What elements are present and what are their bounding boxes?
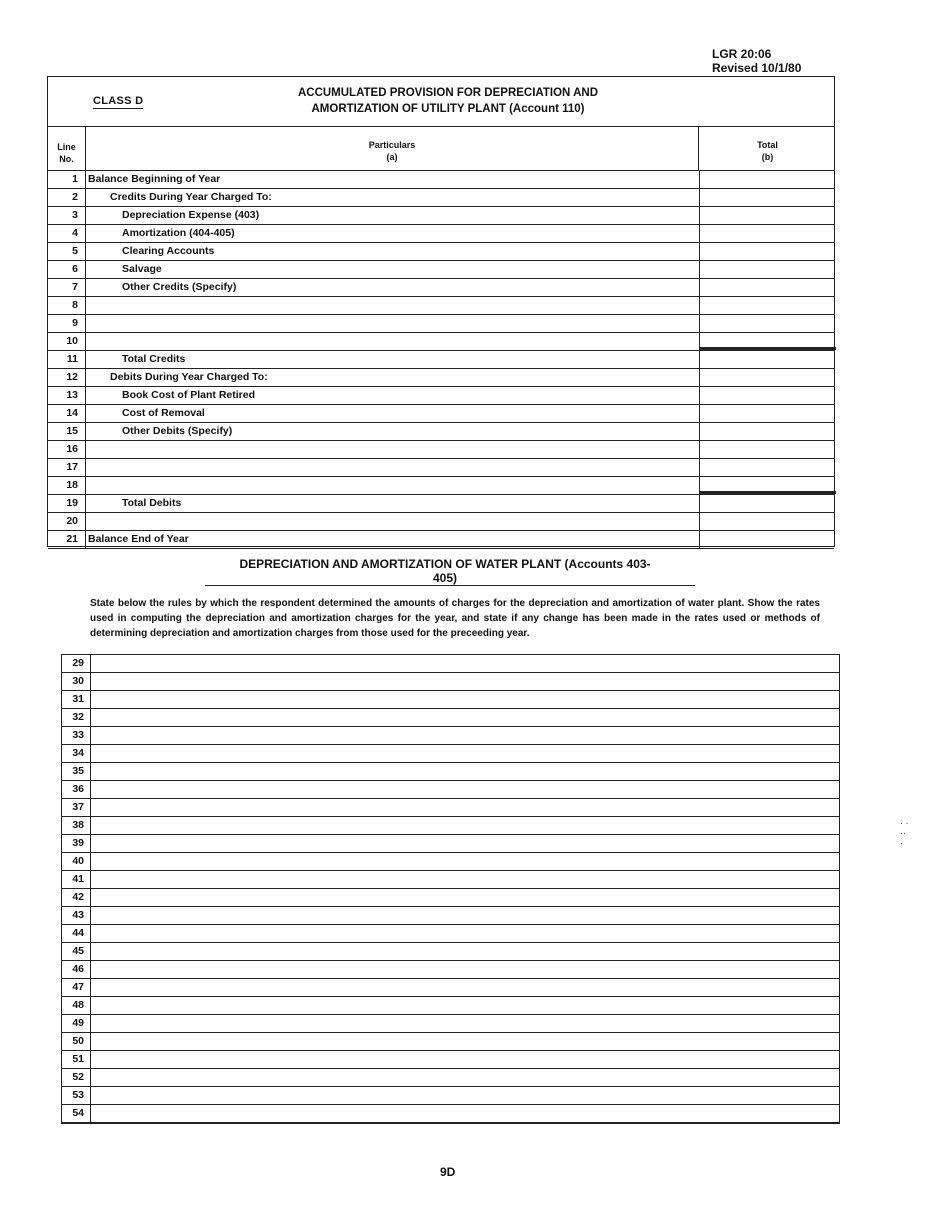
row-total-field[interactable] xyxy=(699,225,836,242)
section2-line[interactable] xyxy=(62,1105,839,1123)
line-number: 5 xyxy=(48,243,86,260)
row-particulars: Amortization (404-405) xyxy=(122,227,235,239)
column-header-line-no-bottom: No. xyxy=(59,154,74,164)
line-number: 14 xyxy=(48,405,86,422)
line-number: 38 xyxy=(62,817,91,834)
line-number: 41 xyxy=(62,871,91,888)
schedule-row xyxy=(48,387,834,405)
page-number: 9D xyxy=(440,1165,456,1179)
schedule-title-line2: AMORTIZATION OF UTILITY PLANT (Account 110) xyxy=(311,103,585,115)
column-header-particulars-top: Particulars xyxy=(368,140,416,150)
row-total-field[interactable] xyxy=(699,207,836,224)
schedule-title xyxy=(278,85,618,117)
schedule-row xyxy=(48,315,834,333)
line-number: 11 xyxy=(48,351,86,368)
row-particulars: Credits During Year Charged To: xyxy=(110,191,272,203)
row-particulars: Debits During Year Charged To: xyxy=(110,371,268,383)
schedule-row xyxy=(48,423,834,441)
column-header-line-no-top: Line xyxy=(57,142,76,152)
line-number: 37 xyxy=(62,799,91,816)
schedule-row xyxy=(48,513,834,531)
line-number: 43 xyxy=(62,907,91,924)
section2-line[interactable] xyxy=(62,871,839,889)
line-number: 1 xyxy=(48,171,86,188)
section2-line[interactable] xyxy=(62,925,839,943)
row-total-field[interactable] xyxy=(699,441,836,458)
row-particulars: Depreciation Expense (403) xyxy=(122,209,260,221)
line-number: 2 xyxy=(48,189,86,206)
row-total-field[interactable] xyxy=(699,513,836,530)
row-particulars: Other Debits (Specify) xyxy=(122,425,233,437)
form-code-line2: Revised 10/1/80 xyxy=(712,61,802,75)
line-number: 49 xyxy=(62,1015,91,1032)
schedule-row xyxy=(48,441,834,459)
schedule-row xyxy=(48,261,834,279)
section2-line[interactable] xyxy=(62,889,839,907)
schedule-row xyxy=(48,369,834,387)
line-number: 7 xyxy=(48,279,86,296)
line-number: 39 xyxy=(62,835,91,852)
schedule-row xyxy=(48,279,834,297)
section2-line[interactable] xyxy=(62,1033,839,1051)
row-total-field[interactable] xyxy=(699,243,836,260)
section2-line[interactable] xyxy=(62,979,839,997)
line-number: 19 xyxy=(48,495,86,512)
line-number: 3 xyxy=(48,207,86,224)
schedule-row xyxy=(48,207,834,225)
section2-line[interactable] xyxy=(62,943,839,961)
row-particulars: Total Credits xyxy=(122,353,186,365)
row-particulars xyxy=(88,513,693,530)
row-total-field[interactable] xyxy=(699,459,836,476)
section2-title: DEPRECIATION AND AMORTIZATION OF WATER PLANT (Accounts 403-405) xyxy=(239,557,651,585)
line-number: 12 xyxy=(48,369,86,386)
column-header-particulars xyxy=(86,126,699,170)
row-total-field[interactable] xyxy=(699,297,836,314)
section2-line[interactable] xyxy=(62,727,839,745)
line-number: 31 xyxy=(62,691,91,708)
section2-line[interactable] xyxy=(62,763,839,781)
line-number: 6 xyxy=(48,261,86,278)
row-particulars xyxy=(88,477,693,494)
row-particulars: Cost of Removal xyxy=(122,407,205,419)
row-total-field[interactable] xyxy=(699,369,836,386)
section2-line[interactable] xyxy=(62,781,839,799)
line-number: 50 xyxy=(62,1033,91,1050)
schedule-row xyxy=(48,531,834,549)
column-header-total xyxy=(699,126,836,170)
section2-line[interactable] xyxy=(62,709,839,727)
section2-line[interactable] xyxy=(62,853,839,871)
row-particulars: Balance End of Year xyxy=(88,533,189,545)
column-header-total-bottom: (b) xyxy=(761,152,774,162)
row-total-field[interactable] xyxy=(699,315,836,332)
section2-line[interactable] xyxy=(62,1069,839,1087)
section2-line[interactable] xyxy=(62,799,839,817)
line-number: 20 xyxy=(48,513,86,530)
schedule-row xyxy=(48,495,834,513)
line-number: 53 xyxy=(62,1087,91,1104)
line-number: 29 xyxy=(62,655,91,672)
column-headers xyxy=(48,126,834,171)
schedule-row xyxy=(48,405,834,423)
section2-line[interactable] xyxy=(62,835,839,853)
line-number: 4 xyxy=(48,225,86,242)
row-particulars: Balance Beginning of Year xyxy=(88,173,221,185)
schedule-row xyxy=(48,333,834,351)
row-total-field[interactable] xyxy=(699,423,836,440)
row-total-field[interactable] xyxy=(699,387,836,404)
row-total-field[interactable] xyxy=(699,171,836,188)
section2-line[interactable] xyxy=(62,1051,839,1069)
section2-line[interactable] xyxy=(62,907,839,925)
line-number: 18 xyxy=(48,477,86,494)
row-total-field[interactable] xyxy=(699,279,836,296)
line-number: 47 xyxy=(62,979,91,996)
row-particulars xyxy=(88,315,693,332)
line-number: 33 xyxy=(62,727,91,744)
line-number: 46 xyxy=(62,961,91,978)
row-particulars: Salvage xyxy=(122,263,162,275)
row-total-field[interactable] xyxy=(699,495,836,512)
schedule-row xyxy=(48,171,834,189)
line-number: 35 xyxy=(62,763,91,780)
row-total-field[interactable] xyxy=(699,261,836,278)
row-total-field[interactable] xyxy=(699,351,836,368)
line-number: 30 xyxy=(62,673,91,690)
section2-line[interactable] xyxy=(62,961,839,979)
line-number: 32 xyxy=(62,709,91,726)
line-number: 16 xyxy=(48,441,86,458)
row-total-field[interactable] xyxy=(699,333,836,350)
section2-title-rule xyxy=(205,585,695,586)
row-particulars xyxy=(88,441,693,458)
row-particulars: Total Debits xyxy=(122,497,182,509)
row-total-field[interactable] xyxy=(699,189,836,206)
line-number: 40 xyxy=(62,853,91,870)
line-number: 51 xyxy=(62,1051,91,1068)
section2-line[interactable] xyxy=(62,1015,839,1033)
section2-line[interactable] xyxy=(62,655,839,673)
row-total-field[interactable] xyxy=(699,405,836,422)
section2-line[interactable] xyxy=(62,1087,839,1105)
row-particulars xyxy=(88,333,693,350)
schedule-header xyxy=(48,77,834,127)
line-number: 48 xyxy=(62,997,91,1014)
section2-line[interactable] xyxy=(62,673,839,691)
line-number: 9 xyxy=(48,315,86,332)
line-number: 44 xyxy=(62,925,91,942)
line-number: 8 xyxy=(48,297,86,314)
row-particulars: Book Cost of Plant Retired xyxy=(122,389,256,401)
line-number: 15 xyxy=(48,423,86,440)
section2-line[interactable] xyxy=(62,691,839,709)
accumulated-provision-schedule xyxy=(47,76,835,547)
schedule-row xyxy=(48,297,834,315)
form-code-line1: LGR 20:06 xyxy=(712,47,772,61)
scan-specks: · · ·· · xyxy=(900,818,909,848)
row-particulars xyxy=(88,459,693,476)
schedule-row xyxy=(48,351,834,369)
schedule-row xyxy=(48,225,834,243)
line-number: 17 xyxy=(48,459,86,476)
section2-line[interactable] xyxy=(62,817,839,835)
water-plant-depreciation-lines xyxy=(61,654,840,1124)
class-label: CLASS D xyxy=(93,95,144,107)
column-header-particulars-bottom: (a) xyxy=(386,152,398,162)
line-number: 13 xyxy=(48,387,86,404)
row-total-field[interactable] xyxy=(699,531,836,548)
schedule-row xyxy=(48,243,834,261)
schedule-title-line1: ACCUMULATED PROVISION FOR DEPRECIATION AND xyxy=(297,87,599,99)
line-number: 42 xyxy=(62,889,91,906)
row-total-field[interactable] xyxy=(699,477,836,494)
column-header-total-top: Total xyxy=(757,140,778,150)
line-number: 54 xyxy=(62,1105,91,1122)
schedule-row xyxy=(48,459,834,477)
line-number: 21 xyxy=(48,531,86,548)
line-number: 36 xyxy=(62,781,91,798)
row-particulars xyxy=(88,297,693,314)
schedule-row xyxy=(48,189,834,207)
row-particulars: Other Credits (Specify) xyxy=(122,281,237,293)
section2-instructions: State below the rules by which the respondent determined the amounts of charges for the depreciation and amortization of water plant. Show the rates used in computing the depreciation and amortization charges for the year, and state if any change has been made in the rates used or methods of determining depreciation and amortization charges from those used for the preceeding year. xyxy=(90,598,820,639)
column-header-line-no xyxy=(48,126,86,170)
line-number: 45 xyxy=(62,943,91,960)
row-particulars: Clearing Accounts xyxy=(122,245,215,257)
line-number: 34 xyxy=(62,745,91,762)
section2-line[interactable] xyxy=(62,997,839,1015)
form-code xyxy=(712,47,801,75)
line-number: 52 xyxy=(62,1069,91,1086)
schedule-row xyxy=(48,477,834,495)
section2-line[interactable] xyxy=(62,745,839,763)
line-number: 10 xyxy=(48,333,86,350)
